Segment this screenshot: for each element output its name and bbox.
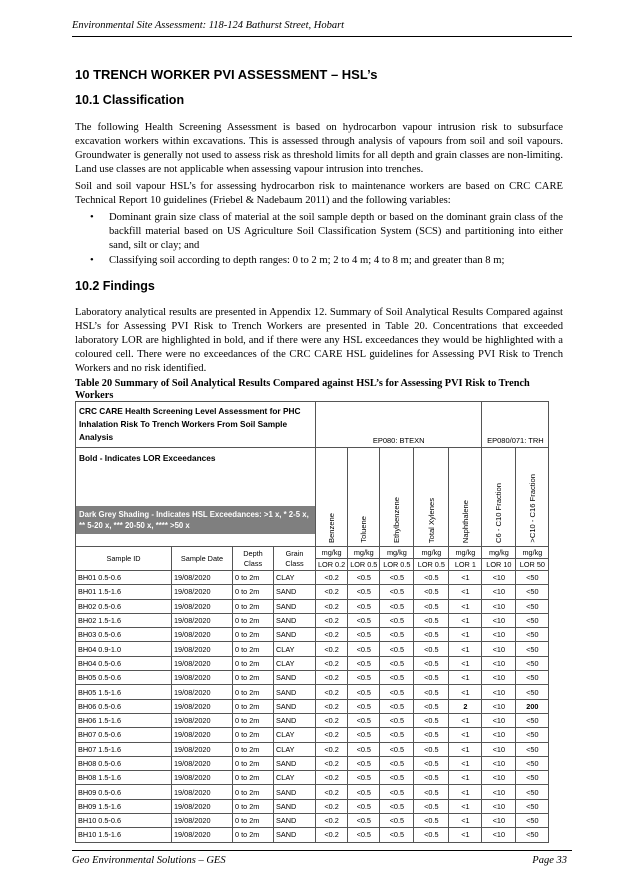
- analyte-header: [414, 448, 449, 547]
- col-header-depth-class: Depth Class: [233, 547, 274, 571]
- result-cell: <0.5: [380, 671, 414, 685]
- paragraph-findings: Laboratory analytical results are presented in Appendix 12. Summary of Soil Analytical Results Compared against HSL’s for Assessing PVI Risk to Trench Workers are presented in Table 20. Concentrations that exceeded laboratory LOR are highlighted in bold, and if there were any HSL exceedances they would be highlighted with a coloured cell. There were no exceedances of the CRC CARE HSL guidelines for Assessing PVI Risk to Trench Workers and no risk identified.: [75, 307, 563, 374]
- analyte-label: >C10 - C16 Fraction: [527, 474, 537, 543]
- analyte-label: Ethylbenzene: [392, 496, 402, 543]
- depth-class-cell: 0 to 2m: [233, 799, 274, 813]
- table-row: [76, 685, 549, 699]
- depth-class-cell: 0 to 2m: [233, 713, 274, 727]
- result-cell: <0.5: [414, 599, 449, 613]
- grain-class-cell: SAND: [274, 699, 316, 713]
- result-cell: <0.2: [316, 799, 348, 813]
- table-row: [76, 699, 549, 713]
- sample-date-cell: 19/08/2020: [172, 599, 233, 613]
- result-cell: <50: [516, 713, 549, 727]
- result-cell: <0.5: [414, 656, 449, 670]
- page-number: Page 33: [532, 855, 567, 866]
- result-cell: <0.2: [316, 613, 348, 627]
- list-item: [75, 211, 563, 253]
- sample-date-cell: 19/08/2020: [172, 799, 233, 813]
- result-cell: <10: [482, 571, 516, 585]
- running-header: Environmental Site Assessment: 118-124 Bathurst Street, Hobart: [72, 20, 345, 31]
- result-cell: <50: [516, 585, 549, 599]
- result-cell: <0.5: [348, 771, 380, 785]
- result-cell: <0.5: [380, 685, 414, 699]
- grain-class-cell: CLAY: [274, 656, 316, 670]
- depth-class-cell: 0 to 2m: [233, 599, 274, 613]
- grain-class-cell: SAND: [274, 799, 316, 813]
- result-cell: <0.5: [348, 599, 380, 613]
- result-cell: <0.5: [414, 628, 449, 642]
- section-title: 10 TRENCH WORKER PVI ASSESSMENT – HSL’s: [75, 67, 378, 82]
- result-cell: <0.5: [348, 828, 380, 842]
- col-header-sample-id: Sample ID: [76, 547, 172, 571]
- bold-note: Bold - Indicates LOR Exceedances: [79, 453, 216, 463]
- analyte-header: [316, 448, 348, 547]
- table-row: [76, 728, 549, 742]
- sample-date-cell: 19/08/2020: [172, 585, 233, 599]
- depth-class-cell: 0 to 2m: [233, 699, 274, 713]
- result-cell: <50: [516, 785, 549, 799]
- result-cell: <10: [482, 756, 516, 770]
- lor-cell: LOR 0.5: [348, 559, 380, 571]
- result-cell: <0.5: [380, 828, 414, 842]
- unit-cell: mg/kg: [316, 547, 348, 559]
- sample-id-cell: BH09 0.5-0.6: [76, 785, 172, 799]
- result-cell: <0.5: [414, 713, 449, 727]
- sample-date-cell: 19/08/2020: [172, 685, 233, 699]
- result-cell: <0.5: [348, 742, 380, 756]
- table-row: [76, 771, 549, 785]
- result-cell: <0.2: [316, 713, 348, 727]
- result-cell: <0.5: [414, 828, 449, 842]
- result-cell: <10: [482, 785, 516, 799]
- depth-class-cell: 0 to 2m: [233, 828, 274, 842]
- result-cell: <0.5: [414, 814, 449, 828]
- result-cell: <0.5: [380, 814, 414, 828]
- result-cell: <0.5: [414, 585, 449, 599]
- result-cell: <10: [482, 585, 516, 599]
- lor-cell: LOR 0.5: [414, 559, 449, 571]
- result-cell: <50: [516, 642, 549, 656]
- subsection-title-classification: 10.1 Classification: [75, 93, 185, 107]
- result-cell: <0.2: [316, 814, 348, 828]
- result-cell: <50: [516, 756, 549, 770]
- result-cell: <50: [516, 628, 549, 642]
- result-cell: <0.5: [348, 814, 380, 828]
- result-cell: <1: [449, 814, 482, 828]
- result-cell: <0.5: [380, 613, 414, 627]
- result-cell: <0.5: [348, 728, 380, 742]
- result-cell: 2: [449, 699, 482, 713]
- table-row: [76, 814, 549, 828]
- depth-class-cell: 0 to 2m: [233, 756, 274, 770]
- sample-date-cell: 19/08/2020: [172, 699, 233, 713]
- result-cell: <50: [516, 685, 549, 699]
- result-cell: <10: [482, 771, 516, 785]
- result-cell: <1: [449, 599, 482, 613]
- result-cell: <0.2: [316, 642, 348, 656]
- result-cell: <0.5: [380, 642, 414, 656]
- analyte-header: [516, 448, 549, 547]
- result-cell: <10: [482, 699, 516, 713]
- sample-date-cell: 19/08/2020: [172, 756, 233, 770]
- lor-cell: LOR 0.5: [380, 559, 414, 571]
- grain-class-cell: SAND: [274, 599, 316, 613]
- sample-date-cell: 19/08/2020: [172, 613, 233, 627]
- result-cell: <0.5: [414, 685, 449, 699]
- sample-date-cell: 19/08/2020: [172, 828, 233, 842]
- result-cell: <0.5: [348, 642, 380, 656]
- sample-id-cell: BH08 0.5-0.6: [76, 756, 172, 770]
- result-cell: <1: [449, 828, 482, 842]
- result-cell: <1: [449, 728, 482, 742]
- result-cell: <0.2: [316, 828, 348, 842]
- result-cell: <1: [449, 799, 482, 813]
- result-cell: <0.2: [316, 656, 348, 670]
- footer-company: Geo Environmental Solutions – GES: [72, 855, 226, 866]
- depth-class-cell: 0 to 2m: [233, 571, 274, 585]
- lor-cell: LOR 0.2: [316, 559, 348, 571]
- sample-date-cell: 19/08/2020: [172, 671, 233, 685]
- depth-class-cell: 0 to 2m: [233, 656, 274, 670]
- grain-class-cell: CLAY: [274, 742, 316, 756]
- shading-note: Dark Grey Shading - Indicates HSL Exceedances: >1 x, * 2-5 x, ** 5-20 x, *** 20-50 x, **** >50 x: [76, 506, 315, 534]
- result-cell: <0.2: [316, 699, 348, 713]
- sample-date-cell: 19/08/2020: [172, 642, 233, 656]
- sample-date-cell: 19/08/2020: [172, 713, 233, 727]
- result-cell: <0.2: [316, 771, 348, 785]
- table-row: [76, 571, 549, 585]
- analyte-label: Toluene: [359, 516, 369, 543]
- result-cell: <1: [449, 656, 482, 670]
- result-cell: <0.2: [316, 685, 348, 699]
- sample-id-cell: BH10 1.5-1.6: [76, 828, 172, 842]
- result-cell: <0.5: [380, 585, 414, 599]
- unit-cell: mg/kg: [516, 547, 549, 559]
- sample-id-cell: BH10 0.5-0.6: [76, 814, 172, 828]
- result-cell: <1: [449, 771, 482, 785]
- sample-date-cell: 19/08/2020: [172, 785, 233, 799]
- sample-date-cell: 19/08/2020: [172, 728, 233, 742]
- depth-class-cell: 0 to 2m: [233, 685, 274, 699]
- list-item-text: Classifying soil according to depth ranges: 0 to 2 m; 2 to 4 m; 4 to 8 m; and greater than 8 m;: [109, 255, 505, 266]
- grain-class-cell: CLAY: [274, 642, 316, 656]
- analyte-header: [380, 448, 414, 547]
- result-cell: <10: [482, 628, 516, 642]
- sample-id-cell: BH03 0.5-0.6: [76, 628, 172, 642]
- analyte-header: [449, 448, 482, 547]
- result-cell: <1: [449, 571, 482, 585]
- result-cell: <0.5: [414, 785, 449, 799]
- sample-id-cell: BH02 1.5-1.6: [76, 613, 172, 627]
- header-rule: [72, 36, 572, 37]
- sample-id-cell: BH08 1.5-1.6: [76, 771, 172, 785]
- sample-date-cell: 19/08/2020: [172, 814, 233, 828]
- results-table: [75, 401, 549, 843]
- grain-class-cell: SAND: [274, 713, 316, 727]
- unit-cell: mg/kg: [348, 547, 380, 559]
- result-cell: <50: [516, 799, 549, 813]
- result-cell: <1: [449, 713, 482, 727]
- table-row: [76, 628, 549, 642]
- sample-date-cell: 19/08/2020: [172, 656, 233, 670]
- bullet-icon: •: [90, 255, 94, 266]
- table-row: [76, 613, 549, 627]
- depth-class-cell: 0 to 2m: [233, 671, 274, 685]
- bullet-icon: •: [90, 212, 94, 223]
- result-cell: <1: [449, 685, 482, 699]
- result-cell: <1: [449, 585, 482, 599]
- result-cell: <0.5: [380, 771, 414, 785]
- result-cell: <10: [482, 671, 516, 685]
- grain-class-cell: CLAY: [274, 728, 316, 742]
- col-header-sample-date: Sample Date: [172, 547, 233, 571]
- result-cell: <0.5: [414, 571, 449, 585]
- sample-date-cell: 19/08/2020: [172, 571, 233, 585]
- depth-class-cell: 0 to 2m: [233, 742, 274, 756]
- variables-list: [75, 211, 563, 269]
- footer-rule: [72, 850, 572, 851]
- result-cell: <0.5: [414, 642, 449, 656]
- depth-class-cell: 0 to 2m: [233, 814, 274, 828]
- table-assessment-title: CRC CARE Health Screening Level Assessment for PHC Inhalation Risk To Trench Workers From Soil Sample Analysis: [76, 402, 316, 448]
- depth-class-cell: 0 to 2m: [233, 642, 274, 656]
- list-item: [75, 254, 563, 268]
- result-cell: <10: [482, 656, 516, 670]
- grain-class-cell: SAND: [274, 828, 316, 842]
- result-cell: <50: [516, 613, 549, 627]
- depth-class-cell: 0 to 2m: [233, 585, 274, 599]
- sample-id-cell: BH06 1.5-1.6: [76, 713, 172, 727]
- subsection-title-findings: 10.2 Findings: [75, 279, 155, 293]
- result-cell: <0.5: [380, 571, 414, 585]
- result-cell: <50: [516, 656, 549, 670]
- unit-cell: mg/kg: [380, 547, 414, 559]
- result-cell: <0.2: [316, 628, 348, 642]
- table-row: [76, 713, 549, 727]
- result-cell: <10: [482, 599, 516, 613]
- analyte-header: [348, 448, 380, 547]
- result-cell: <10: [482, 828, 516, 842]
- lor-cell: LOR 10: [482, 559, 516, 571]
- table-legend: [76, 448, 316, 547]
- analyte-label: Benzene: [327, 513, 337, 543]
- depth-class-cell: 0 to 2m: [233, 728, 274, 742]
- sample-id-cell: BH07 0.5-0.6: [76, 728, 172, 742]
- result-cell: <0.5: [414, 799, 449, 813]
- analyte-label: Total Xylenes: [426, 497, 436, 543]
- grain-class-cell: SAND: [274, 613, 316, 627]
- sample-date-cell: 19/08/2020: [172, 742, 233, 756]
- sample-id-cell: BH07 1.5-1.6: [76, 742, 172, 756]
- result-cell: <0.2: [316, 671, 348, 685]
- unit-cell: mg/kg: [449, 547, 482, 559]
- result-cell: <0.2: [316, 599, 348, 613]
- result-cell: <0.5: [348, 699, 380, 713]
- table-row: [76, 756, 549, 770]
- sample-id-cell: BH05 0.5-0.6: [76, 671, 172, 685]
- result-cell: <0.5: [414, 613, 449, 627]
- result-cell: <10: [482, 642, 516, 656]
- result-cell: 200: [516, 699, 549, 713]
- result-cell: <0.5: [380, 713, 414, 727]
- result-cell: <0.2: [316, 785, 348, 799]
- result-cell: <10: [482, 685, 516, 699]
- result-cell: <50: [516, 571, 549, 585]
- lor-cell: LOR 50: [516, 559, 549, 571]
- sample-date-cell: 19/08/2020: [172, 628, 233, 642]
- result-cell: <0.5: [348, 799, 380, 813]
- result-cell: <0.5: [380, 799, 414, 813]
- result-cell: <10: [482, 799, 516, 813]
- depth-class-cell: 0 to 2m: [233, 771, 274, 785]
- table-row: [76, 656, 549, 670]
- sample-id-cell: BH04 0.9-1.0: [76, 642, 172, 656]
- table-caption: Table 20 Summary of Soil Analytical Results Compared against HSL’s for Assessing PVI Risk to Trench Workers: [75, 378, 530, 401]
- result-cell: <50: [516, 771, 549, 785]
- result-cell: <0.2: [316, 756, 348, 770]
- result-cell: <0.5: [348, 585, 380, 599]
- col-header-grain-class: Grain Class: [274, 547, 316, 571]
- table-row: [76, 742, 549, 756]
- sample-id-cell: BH02 0.5-0.6: [76, 599, 172, 613]
- grain-class-cell: SAND: [274, 785, 316, 799]
- result-cell: <0.5: [414, 728, 449, 742]
- depth-class-cell: 0 to 2m: [233, 785, 274, 799]
- paragraph-classification-intro: The following Health Screening Assessment is based on hydrocarbon vapour intrusion risk to subsurface excavation workers within excavations. This is assessed through analysis of vapours from soil and soil vapours. Groundwater is generally not used to assess risk as threshold limits for all depth and grain classes are non-limiting. Land use classes are not applicable when assessing vapour intrusion into trenches.: [75, 122, 563, 175]
- sample-id-cell: BH01 1.5-1.6: [76, 585, 172, 599]
- result-cell: <1: [449, 671, 482, 685]
- result-cell: <10: [482, 742, 516, 756]
- table-row: [76, 671, 549, 685]
- result-cell: <0.5: [348, 628, 380, 642]
- table-row: [76, 642, 549, 656]
- result-cell: <0.5: [414, 699, 449, 713]
- result-cell: <0.5: [380, 728, 414, 742]
- analyte-label: C6 - C10 Fraction: [494, 483, 504, 543]
- result-cell: <0.2: [316, 742, 348, 756]
- sample-id-cell: BH05 1.5-1.6: [76, 685, 172, 699]
- sample-id-cell: BH09 1.5-1.6: [76, 799, 172, 813]
- result-cell: <10: [482, 613, 516, 627]
- result-cell: <1: [449, 756, 482, 770]
- result-cell: <1: [449, 785, 482, 799]
- result-cell: <10: [482, 814, 516, 828]
- result-cell: <50: [516, 671, 549, 685]
- sample-id-cell: BH04 0.5-0.6: [76, 656, 172, 670]
- paragraph-hsl-basis: Soil and soil vapour HSL’s for assessing hydrocarbon risk to maintenance workers are based on CRC CARE Technical Report 10 guidelines (Friebel & Nadebaum 2011) and the following variables:: [75, 181, 563, 206]
- result-cell: <0.5: [348, 685, 380, 699]
- depth-class-cell: 0 to 2m: [233, 628, 274, 642]
- result-cell: <10: [482, 713, 516, 727]
- result-cell: <0.5: [414, 671, 449, 685]
- result-cell: <0.5: [348, 756, 380, 770]
- result-cell: <0.5: [414, 771, 449, 785]
- table-row: [76, 799, 549, 813]
- grain-class-cell: SAND: [274, 685, 316, 699]
- result-cell: <0.5: [380, 756, 414, 770]
- grain-class-cell: SAND: [274, 585, 316, 599]
- list-item-text: Dominant grain size class of material at the soil sample depth or based on the dominant grain class of the backfill material based on US Agriculture Soil Classification System (SCS) and partitioning into either sand, silt or clay; and: [109, 212, 563, 251]
- analyte-header: [482, 448, 516, 547]
- grain-class-cell: SAND: [274, 671, 316, 685]
- result-cell: <0.5: [414, 742, 449, 756]
- analyte-label: Naphthalene: [460, 499, 470, 543]
- table-row: [76, 828, 549, 842]
- result-cell: <1: [449, 642, 482, 656]
- grain-class-cell: SAND: [274, 756, 316, 770]
- table-row: [76, 599, 549, 613]
- result-cell: <0.5: [414, 756, 449, 770]
- result-cell: <0.5: [380, 628, 414, 642]
- lor-cell: LOR 1: [449, 559, 482, 571]
- unit-cell: mg/kg: [482, 547, 516, 559]
- unit-cell: mg/kg: [414, 547, 449, 559]
- result-cell: <50: [516, 828, 549, 842]
- result-cell: <0.5: [380, 599, 414, 613]
- result-cell: <50: [516, 599, 549, 613]
- sample-date-cell: 19/08/2020: [172, 771, 233, 785]
- table-row: [76, 585, 549, 599]
- result-cell: <0.5: [348, 671, 380, 685]
- result-cell: <1: [449, 628, 482, 642]
- grain-class-cell: CLAY: [274, 771, 316, 785]
- result-cell: <0.5: [348, 571, 380, 585]
- results-table-body: [76, 571, 549, 843]
- result-cell: <0.2: [316, 571, 348, 585]
- result-cell: <50: [516, 814, 549, 828]
- result-cell: <0.5: [380, 656, 414, 670]
- table-row: [76, 785, 549, 799]
- result-cell: <0.2: [316, 585, 348, 599]
- result-cell: <50: [516, 742, 549, 756]
- btexn-group-header: EP080: BTEXN: [316, 402, 482, 448]
- trh-group-header: EP080/071: TRH: [482, 402, 549, 448]
- result-cell: <50: [516, 728, 549, 742]
- grain-class-cell: CLAY: [274, 571, 316, 585]
- grain-class-cell: SAND: [274, 814, 316, 828]
- result-cell: <0.5: [380, 742, 414, 756]
- grain-class-cell: SAND: [274, 628, 316, 642]
- result-cell: <0.2: [316, 728, 348, 742]
- result-cell: <0.5: [348, 656, 380, 670]
- result-cell: <0.5: [348, 613, 380, 627]
- result-cell: <10: [482, 728, 516, 742]
- result-cell: <0.5: [348, 713, 380, 727]
- result-cell: <0.5: [348, 785, 380, 799]
- sample-id-cell: BH01 0.5-0.6: [76, 571, 172, 585]
- result-cell: <1: [449, 613, 482, 627]
- depth-class-cell: 0 to 2m: [233, 613, 274, 627]
- result-cell: <0.5: [380, 699, 414, 713]
- result-cell: <1: [449, 742, 482, 756]
- result-cell: <0.5: [380, 785, 414, 799]
- sample-id-cell: BH06 0.5-0.6: [76, 699, 172, 713]
